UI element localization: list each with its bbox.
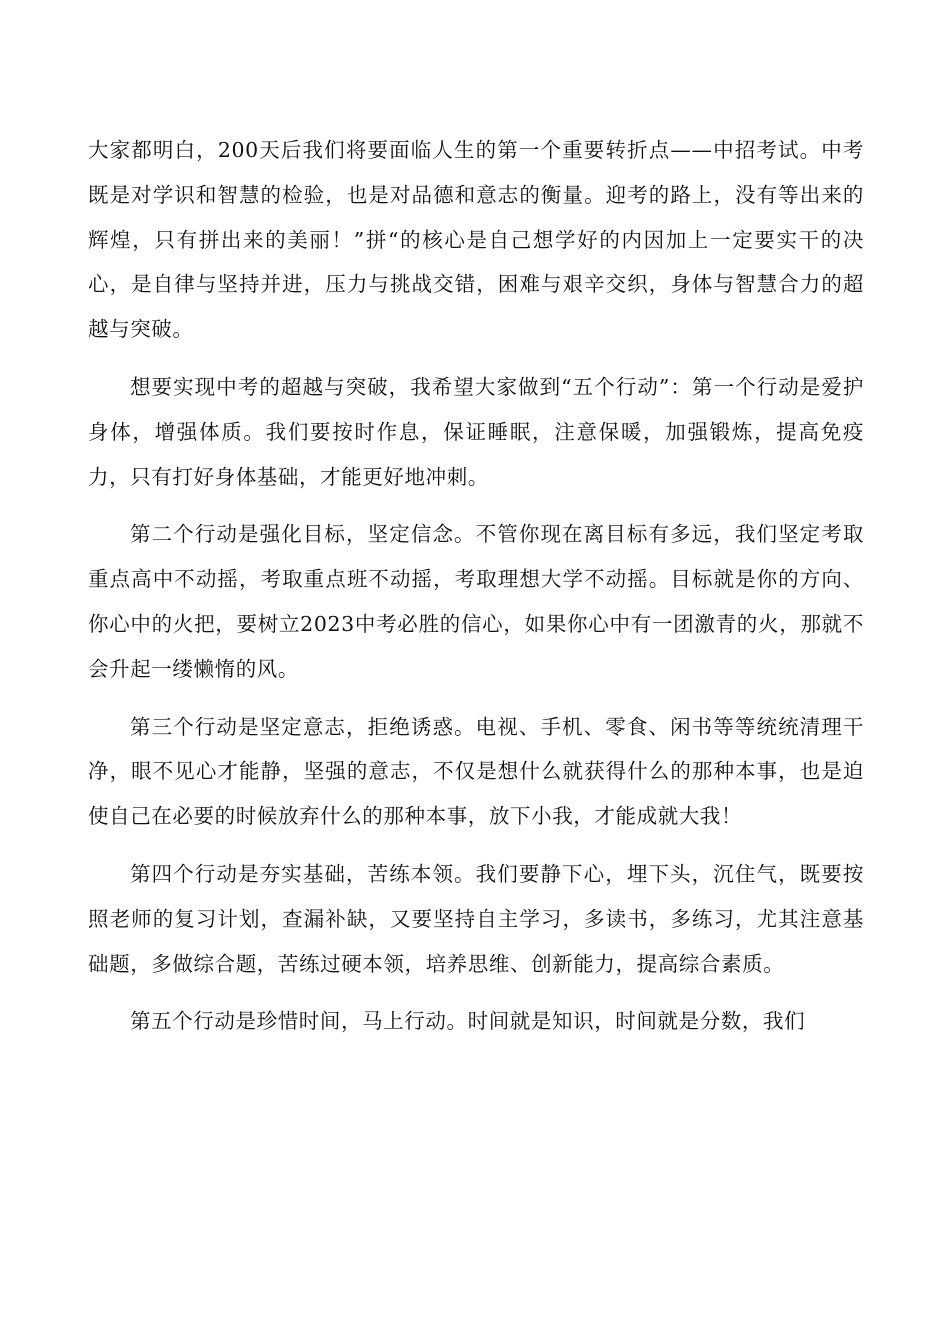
paragraph-5: 第四个行动是夯实基础，苦练本领。我们要静下心，埋下头，沉住气，既要按照老师的复习计划，查漏补缺，又要坚持自主学习，多读书，多练习，尤其注意基础题，多做综合题，苦练过硬本领，培养思维、创新能力，提高综合素质。 bbox=[88, 861, 864, 976]
paragraph-1: 大家都明白，200天后我们将要面临人生的第一个重要转折点——中招考试。中考既是对学识和智慧的检验，也是对品德和意志的衡量。迎考的路上，没有等出来的辉煌，只有拼出来的美丽！”拼“的核心是自己想学好的内因加上一定要实干的决心，是自律与坚持并进，压力与挑战交错，困难与艰辛交织，身体与智慧合力的超越与突破。 bbox=[88, 138, 864, 342]
paragraph-2: 想要实现中考的超越与突破，我希望大家做到“五个行动”：第一个行动是爱护身体，增强体质。我们要按时作息，保证睡眠，注意保暖，加强锻炼，提高免疫力，只有打好身体基础，才能更好地冲刺。 bbox=[88, 374, 864, 489]
paragraph-4: 第三个行动是坚定意志，拒绝诱惑。电视、手机、零食、闲书等等统统清理干净，眼不见心才能静，坚强的意志，不仅是想什么就获得什么的那种本事，也是迫使自己在必要的时候放弃什么的那种本事，放下小我，才能成就大我！ bbox=[88, 714, 864, 829]
paragraph-3: 第二个行动是强化目标，坚定信念。不管你现在离目标有多远，我们坚定考取重点高中不动摇，考取重点班不动摇，考取理想大学不动摇。目标就是你的方向、你心中的火把，要树立2023中考必胜的信心，如果你心中有一团激青的火，那就不会升起一缕懒惰的风。 bbox=[88, 522, 864, 681]
paragraph-6: 第五个行动是珍惜时间，马上行动。时间就是知识，时间就是分数，我们 bbox=[130, 1009, 806, 1034]
document-body bbox=[88, 128, 864, 1057]
